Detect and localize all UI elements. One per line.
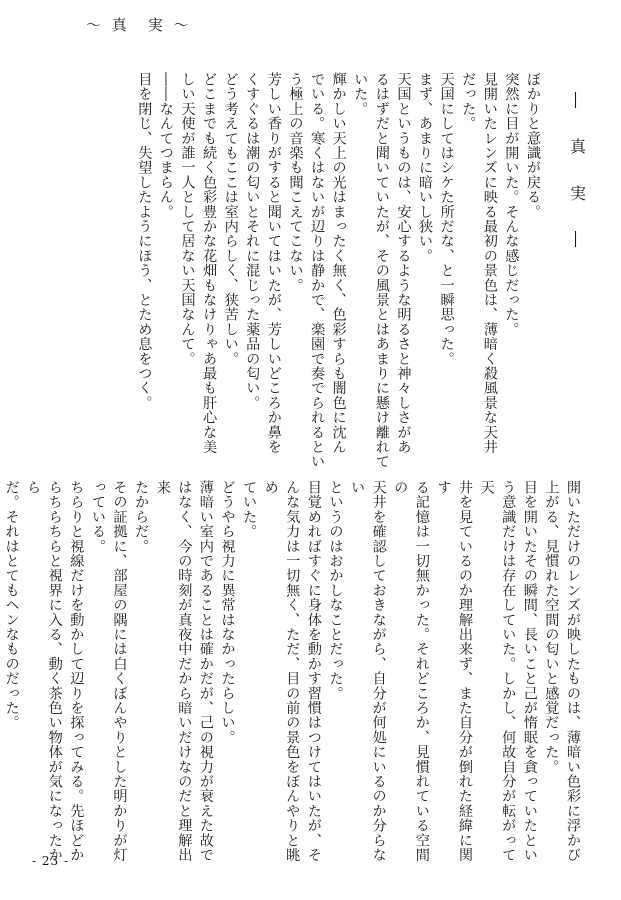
text-column: いた。: [352, 72, 369, 117]
text-column: 輝かしい天上の光はまったく無く、色彩すらも闇色に沈ん: [330, 72, 347, 455]
running-header: ～ 真 実 ～: [86, 16, 192, 34]
text-column: どこまでも続く色彩豊かな花畑もなけりゃあ最も肝心な美: [201, 72, 218, 455]
text-column: 見開いたレンズに映る最初の景色は、薄暗く殺風景な天井: [481, 72, 498, 455]
text-column: る記憶は一切無かった。それどころか、見慣れている空間の: [392, 480, 430, 863]
text-column: 芳しい香りがすると聞いてはいたが、芳しいどころか鼻を: [265, 72, 282, 455]
text-column: くすぐるは潮の匂いとそれに混じった薬品の匂い。: [244, 72, 261, 411]
text-column: らちらちらと視界に入る、動く茶色い物体が気になったから: [25, 480, 63, 863]
text-column: 突然に目が開いた。そんな感じだった。: [503, 72, 520, 337]
text-column: 天国にしてはシケた所だな、と一瞬思った。: [438, 72, 455, 366]
text-column: 目を開いたその瞬間、長いこと己が惰眠を貪っていたとい: [521, 480, 538, 863]
text-column: 開いただけのレンズが映したものは、薄暗い色彩に浮かび: [565, 480, 581, 863]
text-column: 天井を確認しておきながら、自分が何処にいるのか分らない: [349, 480, 387, 863]
text-column: どう考えてもここは室内らしく、狭苦しい。: [222, 72, 239, 366]
text-column: 薄暗い室内であることは確かだが、己の視力が衰えた故で: [197, 480, 214, 863]
page-number: - 23 -: [32, 854, 70, 868]
text-column: はなく、今の時刻が真夜中だから暗いだけなのだと理解出来: [154, 480, 193, 863]
text-column: まず、あまりに暗いし狭い。: [417, 72, 434, 264]
text-column: ていた。: [241, 480, 258, 539]
text-column: んな気力は一切無く、ただ、目の前の景色をぼんやりと眺め: [262, 480, 301, 863]
chapter-title: [565, 92, 589, 247]
text-column: 上がる、見慣れた空間の匂いと感覚だった。: [543, 480, 560, 774]
text-column: う極上の音楽も聞こえてこない。: [287, 72, 304, 293]
chapter-title-char-1: 真: [567, 138, 587, 155]
text-column: っている。: [89, 480, 106, 554]
text-column: 目を閉じ、失望したようにほう、とため息をつく。: [136, 72, 153, 411]
text-column: だ。それはとてもヘンなものだった。: [3, 480, 20, 730]
text-column: その証拠に、部屋の隅には白くぼんやりとした明かりが灯: [111, 480, 128, 863]
text-column: 目覚めればすぐに身体を動かす習慣はつけてはいたが、そ: [305, 480, 322, 863]
text-column: るはずだと聞いていたが、その風景とはあまりに懸け離れて: [373, 72, 390, 469]
chapter-title-char-2: 実: [567, 184, 587, 201]
text-column: たからだ。: [133, 480, 150, 554]
text-column: というのはおかしなことだった。: [327, 480, 344, 701]
text-column: でいる。寒くはないが辺りは静かで、楽園で奏でられるとい: [309, 72, 326, 469]
text-column: 井を見ているのか理解出来ず、また自分が倒れた経緯に関す: [435, 480, 474, 863]
chapter-dash-top: ―: [567, 92, 587, 108]
text-column: ――なんてつまらん。: [157, 72, 174, 219]
top-text-block: [103, 72, 543, 474]
text-column: しい天使が誰一人として居ない天国なんて。: [179, 72, 196, 366]
text-column: だった。: [460, 72, 477, 131]
text-column: どうやら視力に異常はなかったらしい。: [219, 480, 236, 745]
text-column: ちらりと視線だけを動かして辺りを探ってみる。先ほどか: [68, 480, 85, 863]
text-column: ぼかりと意識が戻る。: [525, 72, 541, 219]
text-column: 天国というものは、安心するような明るさと神々しさがあ: [395, 72, 412, 455]
chapter-dash-bottom: ―: [567, 230, 587, 247]
text-column: う意識だけは存在していた。しかし、何故自分が転がって天: [478, 480, 517, 863]
